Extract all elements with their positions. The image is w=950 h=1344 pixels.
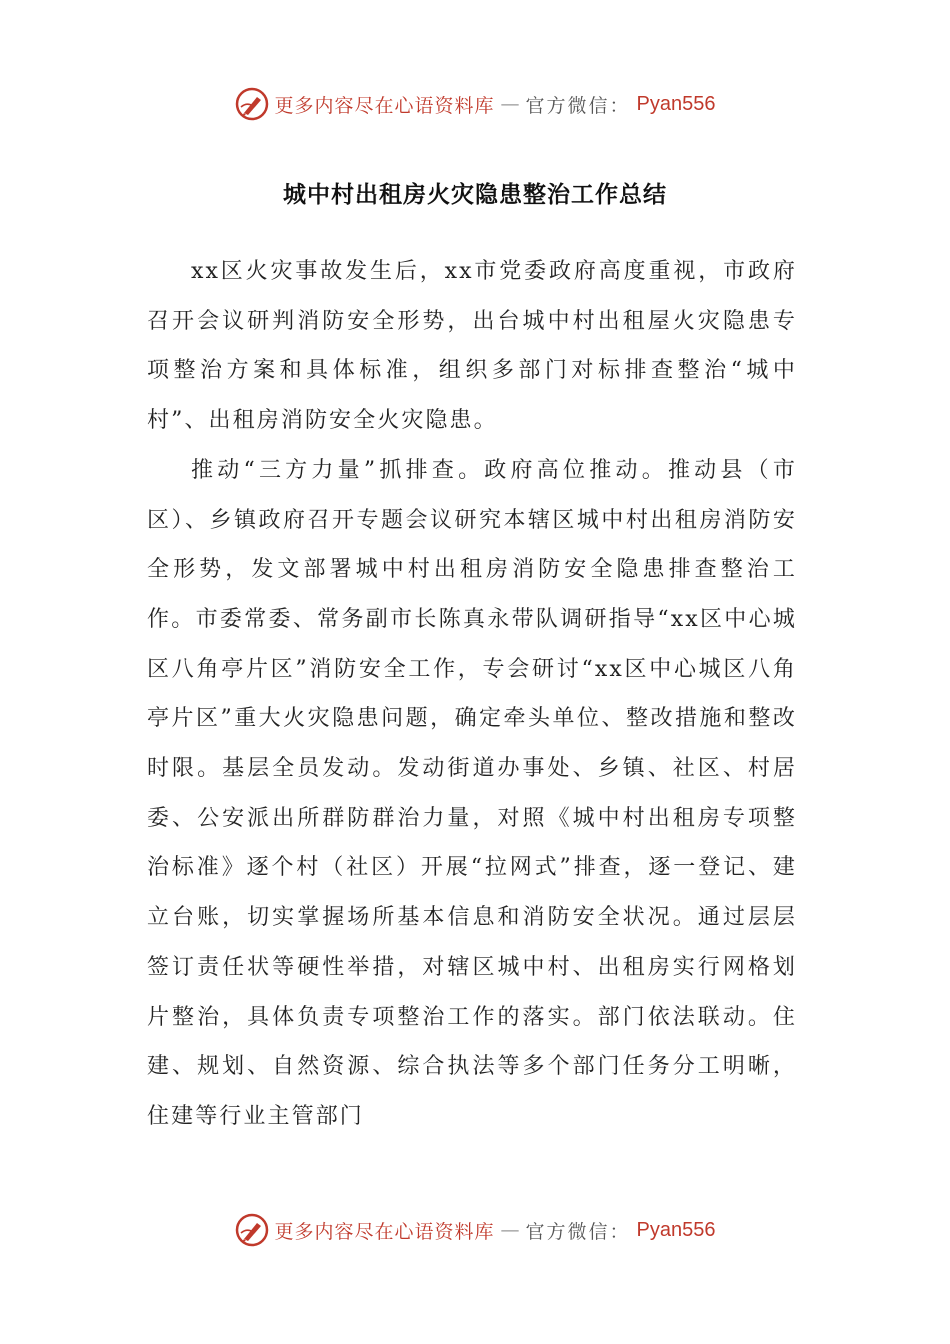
pen-nib-logo-icon	[235, 87, 269, 121]
banner-dash: —	[500, 1219, 520, 1241]
banner-wechat-id: Pyan556	[636, 92, 716, 115]
banner-wechat-label: 官方微信：	[525, 94, 631, 117]
document-body	[147, 247, 797, 1142]
banner-text: 更多内容尽在心语资料库	[274, 94, 495, 117]
banner-wechat-id: Pyan556	[636, 1218, 716, 1241]
document-title: 城中村出租房火灾隐患整治工作总结	[283, 182, 667, 208]
paragraph: xx区火灾事故发生后，xx市党委政府高度重视，市政府召开会议研判消防安全形势，出台城中村出租屋火灾隐患专项整治方案和具体标准，组织多部门对标排查整治“城中村”、出租房消防安全火灾隐患。	[147, 259, 797, 434]
banner-dash: —	[500, 93, 520, 115]
banner-wechat-label: 官方微信：	[525, 1220, 631, 1243]
header-banner	[0, 84, 950, 124]
pen-nib-logo-icon	[235, 1213, 269, 1247]
paragraph: 推动“三方力量”抓排查。政府高位推动。推动县（市区）、乡镇政府召开专题会议研究本辖区城中村出租房消防安全形势，发文部署城中村出租房消防安全隐患排查整治工作。市委常委、常务副市长陈真永带队调研指导“xx区中心城区八角亭片区”消防安全工作，专会研讨“xx区中心城区八角亭片区”重大火灾隐患问题，确定牵头单位、整改措施和整改时限。基层全员发动。发动街道办事处、乡镇、社区、村居委、公安派出所群防群治力量，对照《城中村出租房专项整治标准》逐个村（社区）开展“拉网式”排查，逐一登记、建立台账，切实掌握场所基本信息和消防安全状况。通过层层签订责任状等硬性举措，对辖区城中村、出租房实行网格划片整治，具体负责专项整治工作的落实。部门依法联动。住建、规划、自然资源、综合执法等多个部门任务分工明晰，住建等行业主管部门	[147, 457, 797, 1129]
footer-banner	[0, 1210, 950, 1250]
banner-text: 更多内容尽在心语资料库	[274, 1220, 495, 1243]
